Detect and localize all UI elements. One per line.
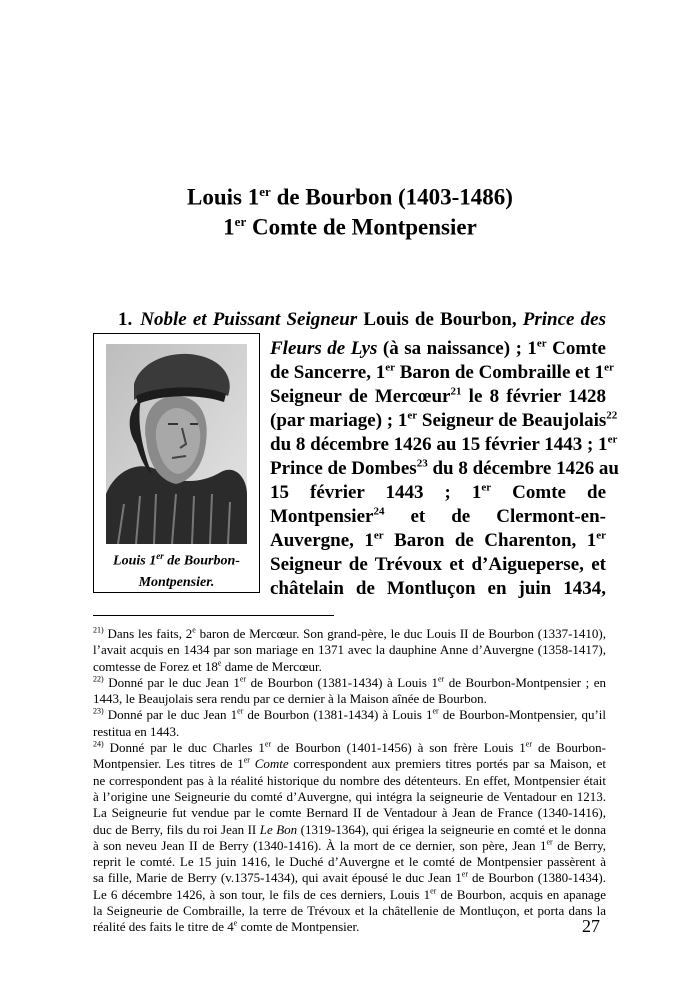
text-segment: er <box>536 337 547 350</box>
footnote-line <box>93 789 606 805</box>
paragraph-line <box>270 553 606 577</box>
text-segment: comte de Montpensier. <box>237 919 360 935</box>
text-segment: er <box>430 886 437 896</box>
text-segment: et de Clermont-en- <box>384 506 606 527</box>
text-segment: Comte de <box>491 482 606 503</box>
text-segment: l’avait acquis en 1434 par son mariage en 1371 avec la dauphine Anne d’Auvergne (1358-1417), <box>93 642 606 658</box>
text-segment: er <box>373 529 384 542</box>
text-segment: Comte <box>254 756 289 772</box>
text-segment: (par mariage) ; 1 <box>270 410 408 431</box>
paragraph-number: 1. <box>118 309 133 330</box>
text-segment: Donné par le duc Charles 1 <box>103 740 265 756</box>
text-segment: Prince de Dombes <box>270 458 417 479</box>
text-segment: 23) <box>93 707 104 717</box>
text-segment: la Seigneurie de Combraille, la terre de Trévoux et la châtellenie de Montluçon, et porta dans la <box>93 903 606 919</box>
text-segment: 21) <box>93 625 104 635</box>
text-segment: Dans les faits, 2 <box>103 626 193 641</box>
text-segment: er <box>407 409 418 422</box>
footnotes <box>93 626 606 936</box>
text-segment: Comte <box>546 338 606 359</box>
footnote-line <box>93 626 606 642</box>
footnote-line <box>93 870 606 886</box>
footnote-line <box>93 740 606 756</box>
footnote-line <box>93 887 606 903</box>
text-segment: reprit le comté. Le 15 juin 1416, le Duché d’Auvergne et le comté de Montpensier passèrent à <box>93 854 606 870</box>
text-segment: Fleurs de Lys <box>270 338 378 359</box>
footnote-line <box>93 756 606 772</box>
text-segment: Seigneur de Mercœur <box>270 386 451 407</box>
text-segment: 23 <box>416 457 428 470</box>
text-segment: er <box>432 707 439 717</box>
text-segment: Donné par le duc Jean 1 <box>103 674 240 690</box>
text-segment: 21 <box>450 385 462 398</box>
text-segment: Baron de Charenton, 1 <box>383 530 597 551</box>
text-segment: er <box>525 739 533 749</box>
footnote-line <box>93 724 606 740</box>
text-segment: er <box>437 674 445 684</box>
text-segment: Baron de Combraille et 1 <box>394 362 605 383</box>
page-number: 27 <box>582 916 600 936</box>
text-segment: 22 <box>606 409 618 422</box>
text-segment: er <box>461 870 468 880</box>
paragraph-first-line: 1. Noble et Puissant Seigneur Louis de Bourbon, Prince des <box>118 309 606 330</box>
text-segment: de Bourbon- <box>532 740 606 756</box>
paragraph-body <box>270 337 619 601</box>
text-segment: de Bourbon-Montpensier, qu’il <box>438 707 607 723</box>
text-segment: er <box>243 756 250 766</box>
text-segment: restitua en 1443. <box>93 723 180 739</box>
text-segment: Donné par le duc Jean 1 <box>103 707 238 723</box>
text-segment: er <box>546 837 553 847</box>
text-segment: er <box>385 361 395 374</box>
chapter-title-line1: Louis 1er de Bourbon (1403-1486) <box>187 184 513 210</box>
text-segment: baron de Mercœur. Son grand-père, le duc Louis II de Bourbon (1337-1410), <box>195 626 606 641</box>
text-segment: e <box>233 919 238 929</box>
text-segment: 22) <box>93 674 104 684</box>
text-segment: dame de Mercœur. <box>221 658 322 674</box>
footnote-line <box>93 675 606 691</box>
text-segment: ne correspondent pas à la réalité historique du nombre des détenteurs. En effet, Montpensier était <box>93 772 606 788</box>
paragraph-line <box>270 481 606 505</box>
text-segment: sa fille, Marie de Berry (v.1375-1434), qui avait épousé le duc Jean 1 <box>93 870 462 886</box>
paragraph-line <box>270 505 606 529</box>
paragraph-line <box>270 385 606 409</box>
text-segment: Le Bon <box>259 821 298 837</box>
text-segment: de Berry, <box>552 837 606 853</box>
text-segment: e <box>217 658 222 668</box>
footnote-line <box>93 707 606 723</box>
text-segment: er <box>481 481 492 494</box>
text-segment: e <box>192 625 196 635</box>
text-segment: de Bourbon-Montpensier ; en <box>444 674 606 690</box>
paragraph-line <box>270 577 606 601</box>
paragraph-line <box>270 433 618 457</box>
text-segment: Montpensier <box>270 506 374 527</box>
text-segment: Auvergne, 1 <box>270 530 374 551</box>
text-segment: er <box>596 529 607 542</box>
footnote-line <box>93 838 606 854</box>
portrait-image <box>106 344 247 544</box>
footnote-line <box>93 822 606 838</box>
footnote-line <box>93 854 606 870</box>
paragraph-line <box>270 529 606 553</box>
text-segment: à l’origine une Seigneurie du comté d’Auvergne, qui intégra la seigneurie de Ventadour en 1213. <box>93 788 606 804</box>
footnote-line <box>93 919 606 935</box>
text-segment: er <box>607 433 618 446</box>
text-segment: de Bourbon (1381-1434) à Louis 1 <box>246 674 438 690</box>
footnote-line <box>93 642 606 658</box>
paragraph-line <box>270 361 614 385</box>
text-segment: er <box>237 707 244 717</box>
text-segment: (à sa naissance) ; 1 <box>377 338 537 359</box>
text-segment: 15 février 1443 ; 1 <box>270 482 482 503</box>
footnote-line <box>93 805 606 821</box>
paragraph-line <box>270 409 618 433</box>
text-segment: 1443, le Beaujolais sera rendu par ce dernier à la Maison aînée de Bourbon. <box>93 691 487 707</box>
caption-line2: Montpensier. <box>138 574 215 590</box>
text-segment: de Bourbon (1380-1434). <box>468 870 607 886</box>
text-segment: à son neveu Jean II de Berry (1340-1416). À la mort de ce dernier, son père, Jean 1 <box>93 837 547 853</box>
text-segment: er <box>239 674 247 684</box>
chapter-title-line2: 1er Comte de Montpensier <box>223 214 477 240</box>
text-segment: correspondent aux premiers titres portés par sa Maison, et <box>288 756 607 772</box>
text-segment: châtelain de Montluçon en juin 1434, <box>270 578 606 599</box>
text-segment: er <box>264 739 272 749</box>
text-segment: (1319-1364), qui érigea la seigneurie en comté et le donna <box>297 821 606 837</box>
text-segment: er <box>604 361 614 374</box>
footnote-line <box>93 903 606 919</box>
footnote-line <box>93 773 606 789</box>
footnote-line <box>93 659 606 675</box>
caption-line1: Louis 1er de Bourbon- <box>113 551 240 569</box>
paragraph-line <box>270 457 619 481</box>
text-segment: Seigneur de Trévoux et d’Aigueperse, et <box>270 554 606 575</box>
text-segment: 24 <box>373 505 385 518</box>
footnote-line <box>93 691 606 707</box>
text-segment: du 8 décembre 1426 au <box>427 458 619 479</box>
text-segment: Montpensier. Les titres de 1 <box>93 756 244 772</box>
text-segment: comtesse de Forez et 18 <box>93 658 218 674</box>
text-segment: Seigneur de Beaujolais <box>417 410 607 431</box>
text-segment: Le 6 décembre 1426, à son tour, le fils de ces derniers, Louis 1 <box>93 886 431 902</box>
paragraph-line <box>270 337 606 361</box>
text-segment: de Bourbon (1401-1456) à son frère Louis 1 <box>271 740 526 756</box>
text-segment: du 8 décembre 1426 au 15 février 1443 ; 1 <box>270 434 608 455</box>
footnote-separator <box>93 615 334 616</box>
text-segment: La Seigneurie fut vendue par le comte Bernard II de Ventadour à Jean de France (1340-1416), <box>93 805 606 821</box>
text-segment: de Sancerre, 1 <box>270 362 386 383</box>
text-segment: duc de Berry, fils du roi Jean II <box>93 821 260 837</box>
text-segment: 24) <box>93 739 104 749</box>
text-segment: de Bourbon (1381-1434) à Louis 1 <box>243 707 433 723</box>
text-segment: de Bourbon, acquis en apanage <box>436 886 606 902</box>
portrait-caption <box>94 546 259 593</box>
text-segment: réalité des faits le titre de 4 <box>93 919 234 935</box>
portrait-frame <box>93 333 260 593</box>
text-segment: le 8 février 1428 <box>461 386 606 407</box>
